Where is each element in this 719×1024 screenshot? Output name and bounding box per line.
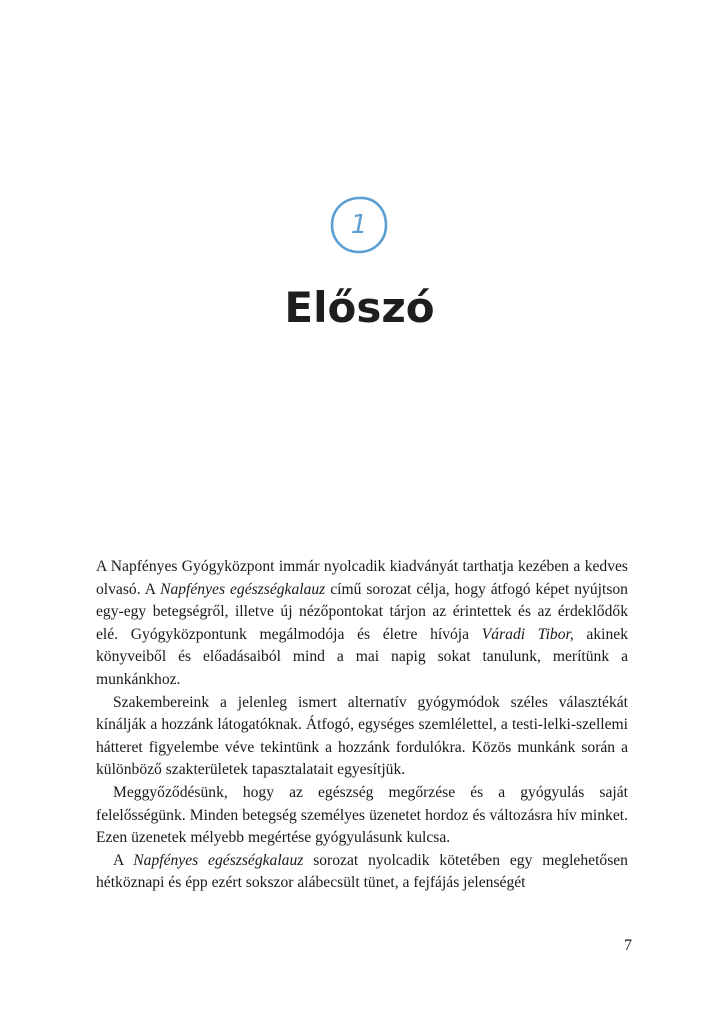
paragraph <box>96 692 628 782</box>
italic-text: Váradi Tibor, <box>481 625 574 643</box>
text-run: című sorozat célja, hogy átfogó képet nyújtson egy-egy betegségről, illetve új nézőpontokat tárjon az érintettek és az érdeklődők elé. Gyógyközpontunk megálmodója és életre hívója <box>96 580 628 643</box>
chapter-title: Előszó <box>284 283 435 332</box>
text-run: A Napfényes Gyógyközpont immár nyolcadik kiadványát tarthatja kezében a kedves olvasó. A <box>96 558 628 598</box>
chapter-badge <box>328 194 390 256</box>
text-run: A <box>113 851 134 869</box>
text-run: akinek könyveiből és előadásaiból mind a mai napig sokat tanulunk, merítünk a munkánkhoz. <box>96 625 628 688</box>
paragraph <box>96 556 628 692</box>
italic-text: Napfényes egészségkalauz <box>133 851 304 869</box>
body-text <box>96 556 628 895</box>
text-run: sorozat nyolcadik kötetében egy meglehetősen hétköznapi és épp ezért sokszor alábecsült tünet, a fejfájás jelenségét <box>96 851 628 892</box>
page-number: 7 <box>624 937 632 954</box>
paragraph <box>96 782 628 850</box>
text-run: Szakembereink a jelenleg ismert alternatív gyógymódok széles választékát kínálják a hozzánk látogatóknak. Átfogó, egységes szemlélettel, a testi-lelki-szellemi hátteret figyelembe véve tekintünk a hozzánk fordulókra. Közös munkánk során a különböző szakterületek tapasztalatait egyesítjük. <box>96 693 628 779</box>
italic-text: Napfényes egészségkalauz <box>160 580 326 598</box>
text-run: Meggyőződésünk, hogy az egészség megőrzése és a gyógyulás saját felelősségünk. Minden betegség személyes üzenetet hordoz és változásra hív minket. Ezen üzenetek mélyebb megértése gyógyulásunk kulcsa. <box>96 783 628 847</box>
paragraph <box>96 850 628 895</box>
chapter-number: 1 <box>350 210 368 240</box>
